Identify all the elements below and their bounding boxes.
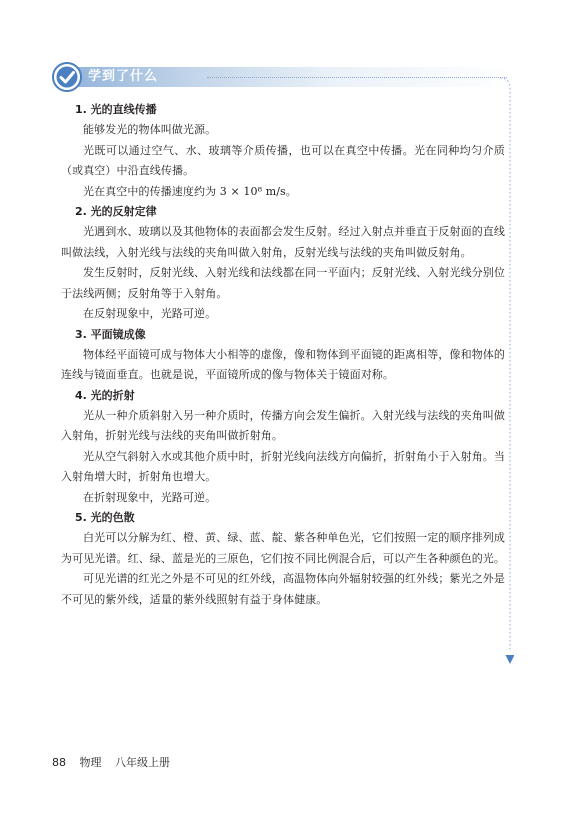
section-2 [61, 202, 505, 325]
section-heading: 4. 光的折射 [75, 388, 135, 402]
paragraph: 光在真空中的传播速度约为 3 × 10⁸ m/s。 [83, 184, 297, 198]
header-dotted-line [207, 77, 507, 78]
section-heading: 5. 光的色散 [75, 511, 135, 524]
section-header [52, 62, 512, 92]
paragraph: 发生反射时，反射光线、入射光线和法线都在同一平面内；反射光线、入射光线分别位于法线两侧；反射角等于入射角。 [61, 266, 505, 300]
paragraph: 在折射现象中，光路可逆。 [83, 490, 217, 504]
book-label: 八年级上册 [115, 756, 170, 769]
section-1 [61, 100, 505, 202]
arrow-down-icon [506, 655, 515, 664]
paragraph: 光遇到水、玻璃以及其他物体的表面都会发生反射。经过入射点并垂直于反射面的直线叫做法线，入射光线与法线的夹角叫做入射角，反射光线与法线的夹角叫做反射角。 [61, 225, 505, 259]
section-heading: 2. 光的反射定律 [75, 205, 157, 218]
paragraph: 可见光谱的红光之外是不可见的红外线，高温物体向外辐射较强的红外线；紫光之外是不可见的紫外线，适量的紫外线照射有益于身体健康。 [61, 572, 505, 606]
section-heading: 3. 平面镜成像 [75, 327, 146, 341]
subject-label: 物理 [79, 756, 102, 769]
section-4 [61, 386, 505, 509]
section-3 [61, 325, 505, 386]
page-footer [52, 756, 180, 770]
summary-content [61, 100, 505, 610]
paragraph: 在反射现象中，光路可逆。 [83, 307, 217, 320]
paragraph: 能够发光的物体叫做光源。 [83, 123, 217, 136]
paragraph: 光从空气斜射入水或其他介质中时，折射光线向法线方向偏折，折射角小于入射角。当入射角增大时，折射角也增大。 [61, 449, 505, 483]
paragraph: 白光可以分解为红、橙、黄、绿、蓝、靛、紫各种单色光，它们按照一定的顺序排列成为可见光谱。红、绿、蓝是光的三原色，它们按不同比例混合后，可以产生各种颜色的光。 [61, 531, 505, 565]
paragraph: 光既可以通过空气、水、玻璃等介质传播，也可以在真空中传播。光在同种均匀介质（或真空）中沿直线传播。 [61, 143, 505, 177]
paragraph: 物体经平面镜可成与物体大小相等的虚像，像和物体到平面镜的距离相等，像和物体的连线与镜面垂直。也就是说，平面镜所成的像与物体关于镜面对称。 [61, 347, 505, 381]
page-number: 88 [52, 756, 66, 769]
section-5 [61, 508, 505, 610]
paragraph: 光从一种介质斜射入另一种介质时，传播方向会发生偏折。入射光线与法线的夹角叫做入射角，折射光线与法线的夹角叫做折射角。 [61, 408, 505, 442]
section-title: 学到了什么 [88, 69, 159, 84]
checkmark-badge-icon [52, 62, 82, 92]
section-heading: 1. 光的直线传播 [75, 103, 157, 116]
